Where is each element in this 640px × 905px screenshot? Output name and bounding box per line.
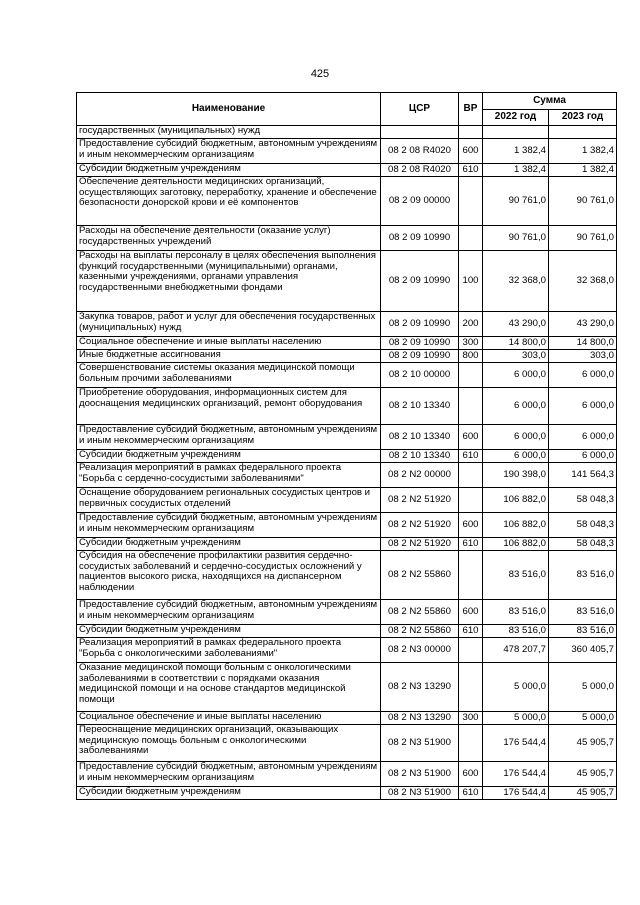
row-vr-cell: 610 xyxy=(459,538,483,551)
table-row xyxy=(77,164,617,177)
row-2022-cell: 106 882,0 xyxy=(483,513,549,538)
row-2022-cell: 1 382,4 xyxy=(483,164,549,177)
row-vr-cell: 600 xyxy=(459,762,483,787)
row-2023-cell: 5 000,0 xyxy=(549,663,617,712)
table-row xyxy=(77,663,617,712)
row-csr-cell: 08 2 09 10990 xyxy=(381,251,459,312)
table-row xyxy=(77,337,617,350)
row-vr-cell xyxy=(459,388,483,425)
row-2022-cell: 90 761,0 xyxy=(483,226,549,251)
table-row xyxy=(77,725,617,762)
page-number: 425 xyxy=(310,68,330,80)
row-2022-cell: 106 882,0 xyxy=(483,488,549,513)
row-2023-cell: 6 000,0 xyxy=(549,363,617,388)
table-row xyxy=(77,513,617,538)
row-2023-cell: 90 761,0 xyxy=(549,226,617,251)
row-csr-cell: 08 2 10 13340 xyxy=(381,388,459,425)
row-csr-cell: 08 2 N3 00000 xyxy=(381,638,459,663)
column-header-2023: 2023 год xyxy=(549,109,617,126)
row-2022-cell: 176 544,4 xyxy=(483,762,549,787)
row-2023-cell: 14 800,0 xyxy=(549,337,617,350)
row-csr-cell: 08 2 08 R4020 xyxy=(381,139,459,164)
row-csr-cell: 08 2 N2 51920 xyxy=(381,488,459,513)
row-2022-cell: 83 516,0 xyxy=(483,625,549,638)
row-2023-cell: 83 516,0 xyxy=(549,600,617,625)
row-csr-cell: 08 2 N2 55860 xyxy=(381,625,459,638)
row-2022-cell: 83 516,0 xyxy=(483,551,549,600)
row-csr-cell: 08 2 09 10990 xyxy=(381,337,459,350)
table-row xyxy=(77,126,617,139)
column-header-name: Наименование xyxy=(77,93,381,126)
row-vr-cell: 600 xyxy=(459,513,483,538)
row-2022-cell: 478 207,7 xyxy=(483,638,549,663)
row-vr-cell: 600 xyxy=(459,600,483,625)
column-header-sum: Сумма xyxy=(483,93,617,110)
row-name-cell: Расходы на выплаты персоналу в целях обеспечения выполнения функций государственными (муниципальными) органами, казенными учреждениями, органами управления государственными внебюджетными фондами xyxy=(77,251,381,312)
row-csr-cell: 08 2 N3 51900 xyxy=(381,725,459,762)
row-name-cell: Субсидии бюджетным учреждениям xyxy=(77,538,381,551)
row-2022-cell: 106 882,0 xyxy=(483,538,549,551)
row-csr-cell: 08 2 09 00000 xyxy=(381,177,459,226)
row-vr-cell xyxy=(459,725,483,762)
row-name-cell: Совершенствование системы оказания медицинской помощи больным прочими заболеваниями xyxy=(77,363,381,388)
row-csr-cell: 08 2 10 13340 xyxy=(381,450,459,463)
column-header-2022: 2022 год xyxy=(483,109,549,126)
row-name-cell: Оснащение оборудованием региональных сосудистых центров и первичных сосудистых отделений xyxy=(77,488,381,513)
row-2022-cell: 176 544,4 xyxy=(483,787,549,800)
table-row xyxy=(77,762,617,787)
row-name-cell: Обеспечение деятельности медицинских организаций, осуществляющих заготовку, переработку, хранение и обеспечение безопасности донорской крови и её компонентов xyxy=(77,177,381,226)
row-name-cell: Социальное обеспечение и иные выплаты населению xyxy=(77,337,381,350)
row-name-cell: Переоснащение медицинских организаций, оказывающих медицинскую помощь больным с онкологическими заболеваниями xyxy=(77,725,381,762)
row-name-cell: Предоставление субсидий бюджетным, автономным учреждениям и иным некоммерческим организациям xyxy=(77,762,381,787)
row-name-cell: Закупка товаров, работ и услуг для обеспечения государственных (муниципальных) нужд xyxy=(77,312,381,337)
row-csr-cell: 08 2 N3 13290 xyxy=(381,712,459,725)
row-2023-cell: 1 382,4 xyxy=(549,164,617,177)
column-header-vr: ВР xyxy=(459,93,483,126)
row-csr-cell: 08 2 09 10990 xyxy=(381,350,459,363)
row-vr-cell: 800 xyxy=(459,350,483,363)
row-2023-cell: 6 000,0 xyxy=(549,425,617,450)
row-2023-cell: 58 048,3 xyxy=(549,488,617,513)
table-row xyxy=(77,425,617,450)
row-name-cell: государственных (муниципальных) нужд xyxy=(77,126,381,139)
row-csr-cell: 08 2 N3 51900 xyxy=(381,762,459,787)
row-vr-cell: 610 xyxy=(459,625,483,638)
row-vr-cell: 600 xyxy=(459,425,483,450)
row-2022-cell: 303,0 xyxy=(483,350,549,363)
row-2023-cell: 141 564,3 xyxy=(549,463,617,488)
table-row xyxy=(77,787,617,800)
row-2022-cell: 43 290,0 xyxy=(483,312,549,337)
row-csr-cell: 08 2 N2 55860 xyxy=(381,600,459,625)
row-vr-cell: 100 xyxy=(459,251,483,312)
row-name-cell: Реализация мероприятий в рамках федерального проекта "Борьба с онкологическими заболеваниями" xyxy=(77,638,381,663)
row-csr-cell xyxy=(381,126,459,139)
table-row xyxy=(77,551,617,600)
row-name-cell: Приобретение оборудования, информационных систем для дооснащения медицинских организаций, ремонт оборудования xyxy=(77,388,381,425)
column-header-csr: ЦСР xyxy=(381,93,459,126)
table-row xyxy=(77,251,617,312)
row-2023-cell: 58 048,3 xyxy=(549,513,617,538)
row-2022-cell: 90 761,0 xyxy=(483,177,549,226)
table-row xyxy=(77,625,617,638)
row-2023-cell: 58 048,3 xyxy=(549,538,617,551)
table-row xyxy=(77,226,617,251)
row-2023-cell: 360 405,7 xyxy=(549,638,617,663)
table-row xyxy=(77,312,617,337)
row-name-cell: Субсидия на обеспечение профилактики развития сердечно-сосудистых заболеваний и сердечно-сосудистых осложнений у пациентов высокого риска, находящихся на диспансерном наблюдении xyxy=(77,551,381,600)
row-csr-cell: 08 2 09 10990 xyxy=(381,226,459,251)
row-csr-cell: 08 2 09 10990 xyxy=(381,312,459,337)
row-2022-cell: 32 368,0 xyxy=(483,251,549,312)
row-name-cell: Субсидии бюджетным учреждениям xyxy=(77,625,381,638)
table-row xyxy=(77,139,617,164)
table-row xyxy=(77,538,617,551)
row-2023-cell xyxy=(549,126,617,139)
table-row xyxy=(77,350,617,363)
row-vr-cell xyxy=(459,226,483,251)
table-row xyxy=(77,388,617,425)
table-body xyxy=(77,126,617,800)
row-name-cell: Субсидии бюджетным учреждениям xyxy=(77,450,381,463)
table-row xyxy=(77,712,617,725)
row-vr-cell: 300 xyxy=(459,712,483,725)
row-name-cell: Предоставление субсидий бюджетным, автономным учреждениям и иным некоммерческим организациям xyxy=(77,513,381,538)
row-2022-cell: 5 000,0 xyxy=(483,712,549,725)
row-2023-cell: 43 290,0 xyxy=(549,312,617,337)
row-2023-cell: 45 905,7 xyxy=(549,725,617,762)
row-csr-cell: 08 2 N2 00000 xyxy=(381,463,459,488)
row-name-cell: Оказание медицинской помощи больным с онкологическими заболеваниями в соответствии с порядками оказания медицинской помощи и на основе стандартов медицинской помощи xyxy=(77,663,381,712)
row-name-cell: Предоставление субсидий бюджетным, автономным учреждениям и иным некоммерческим организациям xyxy=(77,600,381,625)
row-name-cell: Предоставление субсидий бюджетным, автономным учреждениям и иным некоммерческим организациям xyxy=(77,139,381,164)
row-2023-cell: 6 000,0 xyxy=(549,450,617,463)
row-2023-cell: 45 905,7 xyxy=(549,762,617,787)
row-vr-cell xyxy=(459,551,483,600)
table-row xyxy=(77,488,617,513)
row-vr-cell: 600 xyxy=(459,139,483,164)
row-name-cell: Реализация мероприятий в рамках федерального проекта "Борьба с сердечно-сосудистыми заболеваниями" xyxy=(77,463,381,488)
row-vr-cell xyxy=(459,638,483,663)
row-2022-cell xyxy=(483,126,549,139)
row-2023-cell: 6 000,0 xyxy=(549,388,617,425)
row-name-cell: Социальное обеспечение и иные выплаты населению xyxy=(77,712,381,725)
row-vr-cell: 610 xyxy=(459,787,483,800)
table-row xyxy=(77,600,617,625)
row-2022-cell: 190 398,0 xyxy=(483,463,549,488)
row-vr-cell xyxy=(459,463,483,488)
row-csr-cell: 08 2 10 00000 xyxy=(381,363,459,388)
row-2022-cell: 6 000,0 xyxy=(483,425,549,450)
row-2022-cell: 14 800,0 xyxy=(483,337,549,350)
table-row xyxy=(77,638,617,663)
row-csr-cell: 08 2 N2 55860 xyxy=(381,551,459,600)
row-vr-cell xyxy=(459,488,483,513)
row-2022-cell: 6 000,0 xyxy=(483,388,549,425)
row-2023-cell: 303,0 xyxy=(549,350,617,363)
row-2022-cell: 83 516,0 xyxy=(483,600,549,625)
row-csr-cell: 08 2 N3 13290 xyxy=(381,663,459,712)
row-vr-cell: 610 xyxy=(459,450,483,463)
row-csr-cell: 08 2 N2 51920 xyxy=(381,513,459,538)
row-2022-cell: 176 544,4 xyxy=(483,725,549,762)
row-2022-cell: 6 000,0 xyxy=(483,450,549,463)
table-row xyxy=(77,450,617,463)
table-row xyxy=(77,463,617,488)
row-2022-cell: 5 000,0 xyxy=(483,663,549,712)
row-csr-cell: 08 2 08 R4020 xyxy=(381,164,459,177)
row-vr-cell xyxy=(459,177,483,226)
row-name-cell: Предоставление субсидий бюджетным, автономным учреждениям и иным некоммерческим организациям xyxy=(77,425,381,450)
row-vr-cell xyxy=(459,126,483,139)
row-2023-cell: 45 905,7 xyxy=(549,787,617,800)
row-2023-cell: 5 000,0 xyxy=(549,712,617,725)
row-csr-cell: 08 2 N2 51920 xyxy=(381,538,459,551)
row-2023-cell: 32 368,0 xyxy=(549,251,617,312)
row-2023-cell: 83 516,0 xyxy=(549,625,617,638)
row-2023-cell: 83 516,0 xyxy=(549,551,617,600)
row-vr-cell xyxy=(459,363,483,388)
row-2023-cell: 1 382,4 xyxy=(549,139,617,164)
row-name-cell: Субсидии бюджетным учреждениям xyxy=(77,787,381,800)
table-row xyxy=(77,177,617,226)
row-csr-cell: 08 2 10 13340 xyxy=(381,425,459,450)
row-name-cell: Субсидии бюджетным учреждениям xyxy=(77,164,381,177)
row-csr-cell: 08 2 N3 51900 xyxy=(381,787,459,800)
row-vr-cell: 200 xyxy=(459,312,483,337)
row-vr-cell: 300 xyxy=(459,337,483,350)
row-name-cell: Расходы на обеспечение деятельности (оказание услуг) государственных учреждений xyxy=(77,226,381,251)
row-vr-cell: 610 xyxy=(459,164,483,177)
row-name-cell: Иные бюджетные ассигнования xyxy=(77,350,381,363)
row-2023-cell: 90 761,0 xyxy=(549,177,617,226)
row-2022-cell: 6 000,0 xyxy=(483,363,549,388)
table-row xyxy=(77,363,617,388)
row-vr-cell xyxy=(459,663,483,712)
budget-table xyxy=(76,92,617,800)
row-2022-cell: 1 382,4 xyxy=(483,139,549,164)
